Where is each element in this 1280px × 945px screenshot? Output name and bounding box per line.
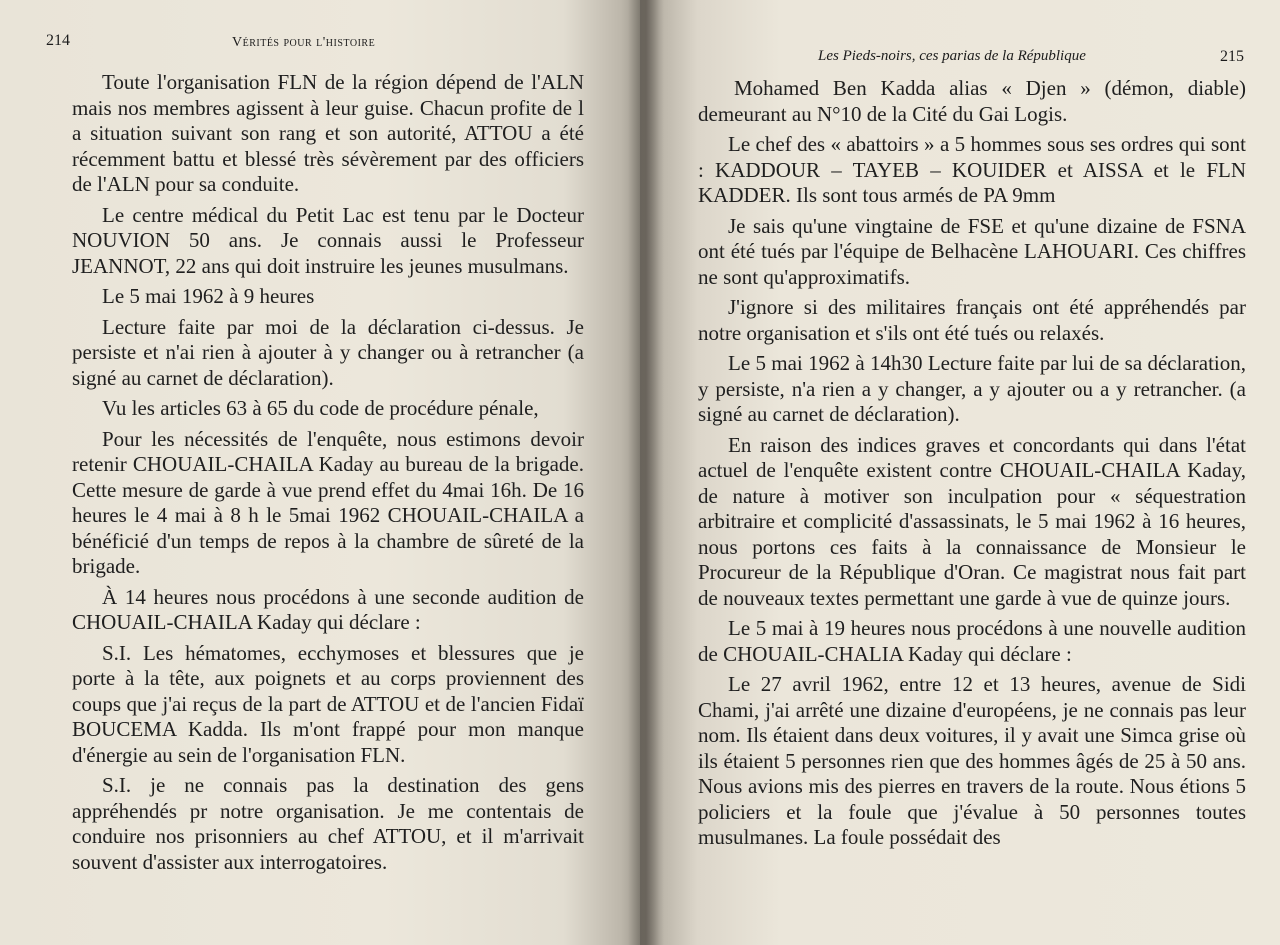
paragraph: S.I. je ne connais pas la destination des gens appréhendés pr notre organisation. Je me contentais de conduire nos prisonniers au chef ATTOU, et il m'arrivait souvent d'assister aux interrogatoires. (72, 773, 584, 874)
book-gutter (628, 0, 664, 945)
paragraph: Lecture faite par moi de la déclaration ci-dessus. Je persiste et n'ai rien à ajouter à y changer ou à retrancher (a signé au carnet de déclaration). (72, 314, 584, 390)
paragraph: Mohamed Ben Kadda alias « Djen » (démon, diable) demeurant au N°10 de la Cité du Gai Logis. (698, 76, 1246, 126)
paragraph: En raison des indices graves et concordants qui dans l'état actuel de l'enquête existent contre CHOUAIL-CHAILA Kaday, de nature à motiver son inculpation pour « séquestration arbitraire et complicité d'assassinats, le 5 mai 1962 à 16 heures, nous portons ces faits à la connaissance de Monsieur le Procureur de la République d'Oran. Ce magistrat nous fait part de nouveaux textes permettant une garde à vue de quinze jours. (698, 432, 1246, 610)
paragraph: Le 5 mai 1962 à 9 heures (102, 284, 315, 308)
paragraph: Le 5 mai à 19 heures nous procédons à une nouvelle audition de CHOUAIL-CHALIA Kaday qui déclare : (698, 616, 1246, 666)
right-body-text (698, 76, 1246, 856)
paragraph: S.I. Les hématomes, ecchymoses et blessures que je porte à la tête, aux poignets et au corps proviennent des coups que j'ai reçus de la part de ATTOU et de l'ancien Fidaï BOUCEMA Kadda. Ils m'ont frappé pour mon manque d'énergie au sein de l'organisation FLN. (72, 640, 584, 767)
running-head-right: Les Pieds-noirs, ces parias de la République (818, 48, 1086, 64)
paragraph: J'ignore si des militaires français ont été appréhendés par notre organisation et s'ils ont été tués ou relaxés. (698, 295, 1246, 345)
paragraph: Pour les nécessités de l'enquête, nous estimons devoir retenir CHOUAIL-CHAILA Kaday au bureau de la brigade. Cette mesure de garde à vue prend effet du 4mai 16h. De 16 heures le 4 mai à 8 h le 5mai 1962 CHOUAIL-CHAILA a bénéficié d'un temps de repos à la chambre de sûreté de la brigade. (72, 426, 584, 578)
running-head-left: Vérités pour l'histoire (232, 35, 376, 50)
paragraph: Le chef des « abattoirs » a 5 hommes sous ses ordres qui sont : KADDOUR – TAYEB – KOUIDER et AISSA et le FLN KADDER. Ils sont tous armés de PA 9mm (698, 132, 1246, 207)
paragraph: Le 27 avril 1962, entre 12 et 13 heures, avenue de Sidi Chami, j'ai arrêté une dizaine d'européens, je ne connais pas leur nom. Ils étaient dans deux voitures, il y avait une Simca grise où ils étaient 5 personnes rien que des hommes âgés de 25 à 50 ans. Nous avions mis des pierres en travers de la route. Nous étions 5 policiers et la foule que j'évalue à 50 personnes toutes musulmanes. La foule possédait des (698, 672, 1246, 849)
paragraph: À 14 heures nous procédons à une seconde audition de CHOUAIL-CHAILA Kaday qui déclare : (72, 584, 584, 634)
paragraph: Toute l'organisation FLN de la région dépend de l'ALN mais nos membres agissent à leur guise. Chacun profite de l a situation suivant son rang et son autorité, ATTOU a été récemment battu et blessé très sévèrement par des officiers de l'ALN pour sa conduite. (72, 70, 584, 196)
paragraph: Vu les articles 63 à 65 du code de procédure pénale, (102, 396, 539, 420)
paragraph: Le centre médical du Petit Lac est tenu par le Docteur NOUVION 50 ans. Je connais aussi le Professeur JEANNOT, 22 ans qui doit instruire les jeunes musulmans. (72, 202, 584, 278)
page-number-right: 215 (1220, 48, 1244, 65)
page-number-left: 214 (46, 32, 70, 49)
paragraph: Le 5 mai 1962 à 14h30 Lecture faite par lui de sa déclaration, y persiste, n'a rien a y changer, a y ajouter ou a y retrancher. (a signé au carnet de déclaration). (698, 351, 1246, 426)
left-body-text (72, 70, 584, 880)
paragraph: Je sais qu'une vingtaine de FSE et qu'une dizaine de FSNA ont été tués par l'équipe de Belhacène LAHOUARI. Ces chiffres ne sont qu'approximatifs. (698, 213, 1246, 289)
